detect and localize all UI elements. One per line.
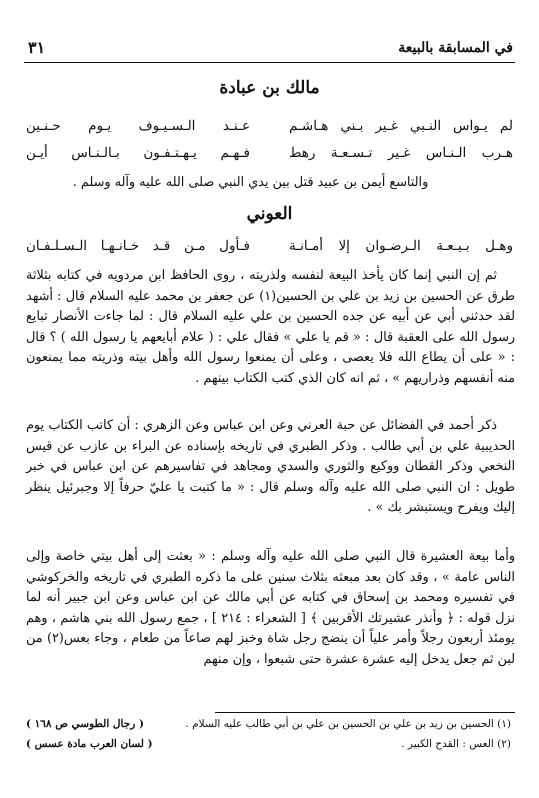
page-header <box>24 36 515 63</box>
poem-hemistich-first: وهـل بـيـعـة الـرضـوان إلا أمـانـة <box>288 238 513 254</box>
section-title-malik: مالك بن عبادة <box>219 78 320 98</box>
footnote-source: ( رجال الطوسي ص ١٦٨ ) <box>26 718 144 730</box>
running-title: في المسابقة بالبيعة <box>398 40 513 56</box>
body-paragraph: ثم إن النبي إنما كان يأخذ البيعة لنفسه ولذريته ، روى الحافظ ابن مردويه في كتابه بثلاثة طرق عن الحسين بن زيد بن علي بن الحسين(١) عن جعفر بن محمد عليه السلام قال : أشهد لقد حدثني أبي عن أبيه عن جده الحسين بن علي عليه السلام قال : لما جاءت الأنصار تبايع رسول الله على العقبة قال : « قم يا علي » فقال علي : ( علام أبايعهم يا رسول الله ) ؟ قال : « على أن يطاع الله فلا يعصى ، وعلى أن يمنعوا رسول الله وأهل بيته وذريته مما يمنعون منه أنفسهم وذراريهم » ، ثم انه كان الذي كتب الكتاب بينهم . <box>26 268 515 386</box>
section-title-awni: العوني <box>246 204 293 224</box>
poem-line <box>26 145 513 165</box>
poem-line <box>26 118 513 138</box>
body-paragraph: ذكر أحمد في الفضائل عن حبة العرني وعن ابن عباس وعن الزهري : أن كاتب الكتاب يوم الحديبية علي بن أبي طالب . وذكر الطبري في تاريخه بإسناده عن البراء بن عازب عن قيس النخعي وذكر القطان ووكيع والثوري والسدي ومجاهد في تفاسيرهم عن ابن عباس في خبر طويل : ان النبي صلى الله عليه وآله وسلم قال : « ما كتبت يا عليّ حرفاً إلا وجبرئيل ينظر إليك ويفرح ويستبشر بك » . <box>26 418 515 516</box>
footnotes <box>24 712 515 758</box>
poem-hemistich-second: عـنـد الـسـيـوف يـوم حـنـين <box>26 118 251 134</box>
footnote: (١) الحسين بن زيد بن علي بن الحسين بن علي بن أبي طالب عليه السلام . <box>185 718 511 730</box>
page-number: ٣١ <box>28 38 46 57</box>
poem-hemistich-second: فـهـم يـهـتـفـون بـالـنـاس أيـن <box>26 145 251 161</box>
footnote: (٢) العس : القدح الكبير . <box>401 738 511 750</box>
footnote-divider <box>215 712 515 713</box>
poem-line <box>26 238 513 258</box>
closing-line: والتاسع أيمن بن عبيد قتل بين يدي النبي صلى الله عليه وآله وسلم . <box>72 175 429 190</box>
poem-hemistich-second: فـأول مـن قـد خـانـهـا الـسـلـفـان <box>26 238 251 254</box>
poem-hemistich-first: هـرب الـنـاس غـير تـسـعـة رهط <box>288 145 513 161</box>
poem-hemistich-first: لم يـواس النـبي غـير بـني هـاشـم <box>288 118 513 134</box>
footnote-source: ( لسان العرب مادة عسس ) <box>26 738 153 750</box>
body-paragraph: وأما بيعة العشيرة قال النبي صلى الله عليه وآله وسلم : « بعثت إلى أهل بيتي خاصة وإلى الناس عامة » ، وقد كان بعد مبعثه بثلاث سنين على ما ذكره الطبري في تاريخه والخركوشي في تفسيره ومحمد بن إسحاق في كتابه عن أبي مالك عن ابن عباس وعن ابن جبير أنه لما نزل قوله : ﴿ وأنذر عشيرتك الأقربين ﴾ [ الشعراء : ٢١٤ ] ، جمع رسول الله بني هاشم ، وهم يومئذ أربعون رجلاً وأمر علياً أن ينضج رجل شاة وخبز لهم صاعاً من طعام ، وجاء بعس(٢) من لبن ثم جعل يدخل إليه عشرة عشرة حتى شبعوا ، وإن منهم <box>26 549 516 667</box>
